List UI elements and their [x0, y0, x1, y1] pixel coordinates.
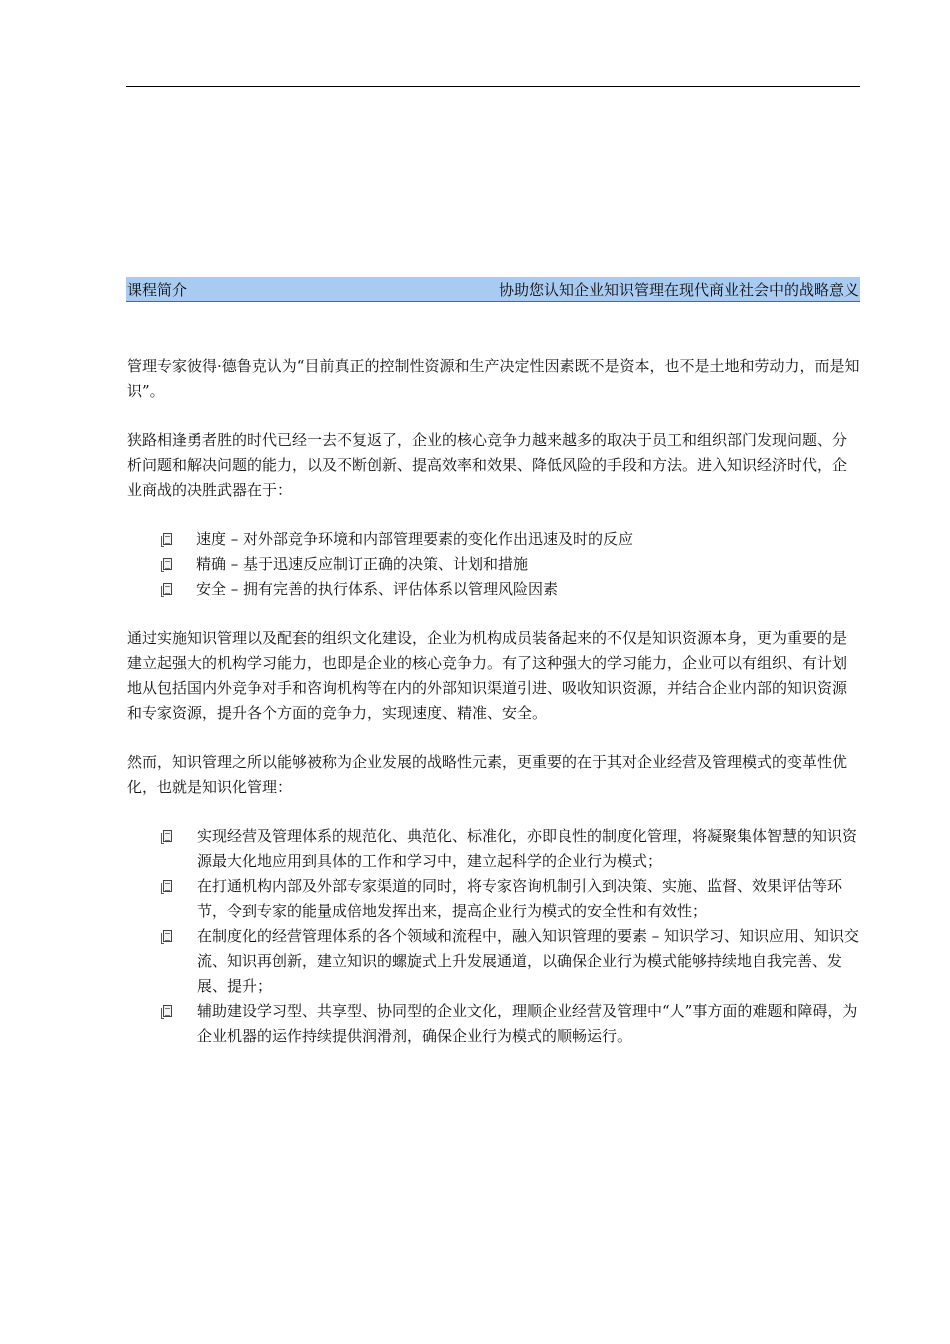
document-icon: [163, 533, 172, 545]
knowledge-management-list: [127, 824, 861, 1049]
document-body: [127, 354, 861, 1073]
banner-title: 课程简介: [127, 280, 188, 299]
document-icon: [163, 583, 172, 595]
header-rule: [126, 86, 860, 87]
paragraph-strategic-element: 然而，知识管理之所以能够被称为企业发展的战略性元素，更重要的在于其对企业经营及管理模式的变革性优化，也就是知识化管理：: [127, 753, 848, 796]
list-item: 精确 – 基于迅速反应制订正确的决策、计划和措施: [127, 552, 861, 577]
weapons-list: [127, 527, 861, 602]
list-item: 实现经营及管理体系的规范化、典范化、标准化，亦即良性的制度化管理，将凝聚集体智慧的知识资源最大化地应用到具体的工作和学习中，建立起科学的企业行为模式；: [127, 824, 861, 874]
list-item: 在制度化的经营管理体系的各个领域和流程中，融入知识管理的要素 – 知识学习、知识应用、知识交流、知识再创新，建立知识的螺旋式上升发展通道，以确保企业行为模式能够持续地自我完善、发展、提升；: [127, 924, 861, 999]
list-item: 安全 – 拥有完善的执行体系、评估体系以管理风险因素: [127, 577, 861, 602]
document-icon: [163, 930, 172, 942]
paragraph-drucker-quote: 管理专家彼得·德鲁克认为“目前真正的控制性资源和生产决定性因素既不是资本，也不是土地和劳动力，而是知识”。: [127, 357, 860, 400]
list-item: 辅助建设学习型、共享型、协同型的企业文化，理顺企业经营及管理中“人”事方面的难题和障碍，为企业机器的运作持续提供润滑剂，确保企业行为模式的顺畅运行。: [127, 999, 861, 1049]
paragraph-competitiveness: 狭路相逢勇者胜的时代已经一去不复返了，企业的核心竞争力越来越多的取决于员工和组织部门发现问题、分析问题和解决问题的能力，以及不断创新、提高效率和效果、降低风险的手段和方法。进入知识经济时代，企业商战的决胜武器在于：: [127, 431, 848, 499]
section-banner: [126, 277, 860, 302]
paragraph-knowledge-management: 通过实施知识管理以及配套的组织文化建设，企业为机构成员装备起来的不仅是知识资源本身，更为重要的是建立起强大的机构学习能力，也即是企业的核心竞争力。有了这种强大的学习能力，企业可以有组织、有计划地从包括国内外竞争对手和咨询机构等在内的外部知识渠道引进、吸收知识资源，并结合企业内部的知识资源和专家资源，提升各个方面的竞争力，实现速度、精准、安全。: [127, 629, 848, 722]
document-icon: [163, 1005, 172, 1017]
list-item: 速度 – 对外部竞争环境和内部管理要素的变化作出迅速及时的反应: [127, 527, 861, 552]
list-item: 在打通机构内部及外部专家渠道的同时，将专家咨询机制引入到决策、实施、监督、效果评估等环节，令到专家的能量成倍地发挥出来，提高企业行为模式的安全性和有效性；: [127, 874, 861, 924]
banner-subtitle: 协助您认知企业知识管理在现代商业社会中的战略意义: [498, 280, 859, 299]
document-icon: [163, 558, 172, 570]
document-icon: [163, 830, 172, 842]
document-icon: [163, 880, 172, 892]
